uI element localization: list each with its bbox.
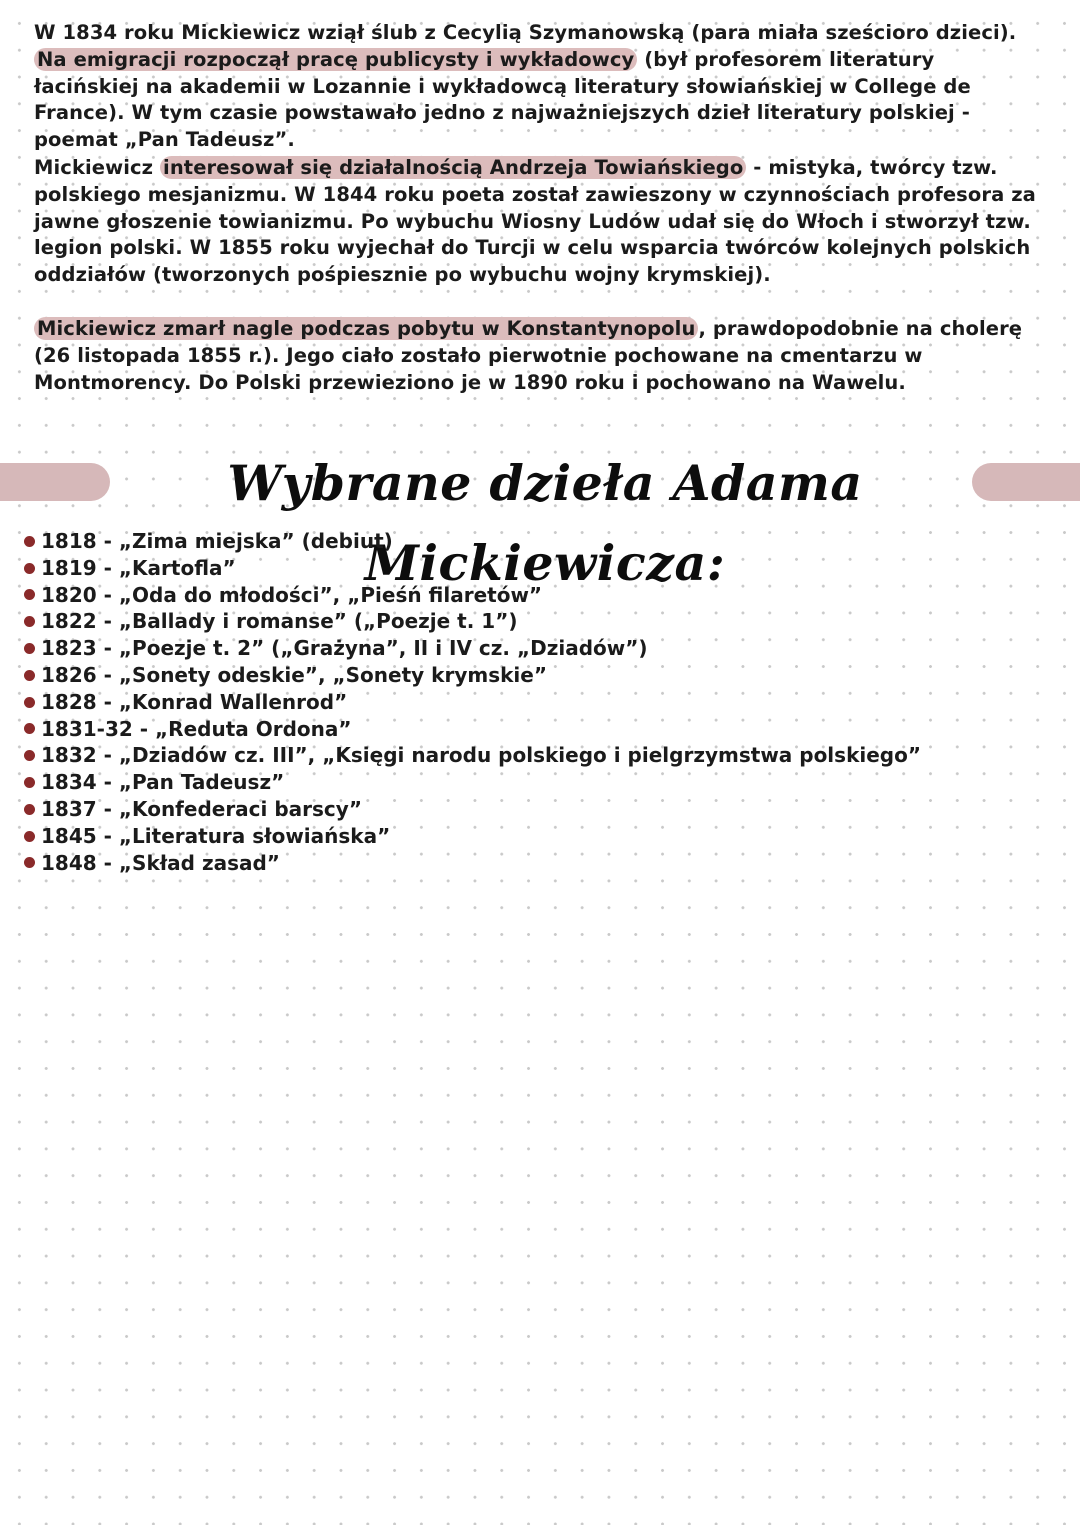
work-year: 1845: [41, 823, 97, 848]
work-year: 1832: [41, 743, 97, 768]
work-year: 1818: [41, 529, 97, 553]
bullet-icon: [24, 563, 35, 574]
work-item: [24, 582, 1054, 609]
work-item: [24, 823, 1054, 850]
bullet-icon: [24, 750, 35, 761]
work-separator: -: [96, 689, 119, 714]
work-item: [24, 716, 1054, 743]
work-separator: -: [96, 662, 119, 687]
bullet-icon: [24, 616, 35, 627]
bullet-icon: [24, 804, 35, 815]
paragraph-death: [34, 316, 1044, 396]
work-year: 1826: [41, 662, 97, 687]
work-item: [24, 796, 1054, 823]
work-year: 1819: [41, 555, 97, 580]
work-title: „Oda do młodości”, „Pieśń filaretów”: [118, 582, 543, 607]
work-separator: -: [96, 770, 119, 795]
work-item: [24, 689, 1054, 716]
bullet-icon: [24, 643, 35, 654]
paragraph-text: , prawdopodobnie na cholerę (26 listopada 1855 r.). Jego ciało zostało pierwotnie pochowane na cmentarzu w Montmorency. Do Polski przewieziono je w 1890 roku i pochowano na Wawelu.: [34, 317, 1023, 394]
paragraph-towianski: [34, 155, 1044, 289]
work-title: „Poezje t. 2” („Grażyna”, II i IV cz. „Dziadów”): [118, 636, 648, 661]
work-title: „Reduta Ordona”: [155, 716, 352, 741]
work-separator: -: [96, 609, 119, 634]
paragraph-text: (był profesorem literatury łacińskiej na akademii w Lozannie i wykładowcą literatury słowiańskiej w College de France). W tym czasie powstawało jedno z najważniejszych dzieł literatury polskiej - poemat „Pan Tadeusz”.: [34, 47, 971, 152]
heading-band-right: [972, 463, 1080, 501]
bullet-icon: [24, 697, 35, 708]
work-separator: -: [96, 796, 119, 821]
paragraph-text: - mistyka, twórcy tzw. polskiego mesjanizmu. W 1844 roku poeta został zawieszony w czynnościach profesora za jawne głoszenie towianizmu. Po wybuchu Wiosny Ludów udał się do Włoch i stworzył tzw. legion polski. W 1855 roku wyjechał do Turcji w celu wsparcia twórców kolejnych polskich oddziałów (tworzonych pośpiesznie po wybuchu wojny krymskiej).: [34, 156, 1036, 287]
work-title: „Konfederaci barscy”: [118, 796, 362, 821]
work-separator: -: [96, 582, 119, 607]
work-item: [24, 850, 1054, 877]
work-separator: -: [96, 743, 119, 768]
paragraph-text: W 1834 roku Mickiewicz wziął ślub z Cecylią Szymanowską (para miała sześcioro dzieci).: [34, 21, 1017, 44]
bullet-icon: [24, 536, 35, 547]
highlighted-phrase: interesował się działalnością Andrzeja Towiańskiego: [160, 156, 746, 179]
work-title: „Zima miejska” (debiut): [118, 529, 393, 553]
work-separator: -: [96, 636, 119, 661]
work-item: [24, 662, 1054, 689]
work-title: „Kartofla”: [118, 555, 236, 580]
work-title: „Literatura słowiańska”: [118, 823, 391, 848]
work-year: 1822: [41, 609, 97, 634]
bullet-icon: [24, 723, 35, 734]
highlighted-phrase: Na emigracji rozpoczął pracę publicysty i wykładowcy: [34, 48, 637, 71]
work-year: 1820: [41, 582, 97, 607]
work-title: „Skład zasad”: [118, 850, 280, 875]
bullet-icon: [24, 777, 35, 788]
work-item: [24, 528, 1054, 555]
work-title: „Dziadów cz. III”, „Księgi narodu polskiego i pielgrzymstwa polskiego”: [118, 743, 921, 768]
works-list: [24, 528, 1054, 876]
section-heading: Wybrane dzieła Adama Mickiewicza:: [227, 454, 863, 592]
bullet-icon: [24, 857, 35, 868]
heading-band-left: [0, 463, 110, 501]
paragraph-text: Mickiewicz: [34, 156, 161, 179]
work-year: 1848: [41, 850, 97, 875]
work-item: [24, 742, 1054, 769]
work-year: 1831-32: [41, 716, 133, 741]
highlighted-phrase: Mickiewicz zmarł nagle podczas pobytu w Konstantynopolu: [34, 317, 698, 340]
work-item: [24, 769, 1054, 796]
bullet-icon: [24, 670, 35, 681]
work-year: 1823: [41, 636, 97, 661]
work-item: [24, 555, 1054, 582]
paragraph-marriage-emigration: [34, 20, 1044, 154]
work-title: „Konrad Wallenrod”: [118, 689, 348, 714]
work-title: „Pan Tadeusz”: [118, 770, 285, 795]
work-year: 1834: [41, 770, 97, 795]
bullet-icon: [24, 831, 35, 842]
work-separator: -: [96, 529, 119, 553]
work-separator: -: [96, 823, 119, 848]
work-separator: -: [132, 716, 156, 741]
bullet-icon: [24, 589, 35, 600]
work-item: [24, 608, 1054, 635]
work-item: [24, 635, 1054, 662]
work-year: 1828: [41, 689, 97, 714]
work-title: „Sonety odeskie”, „Sonety krymskie”: [118, 662, 547, 687]
work-separator: -: [96, 555, 119, 580]
work-year: 1837: [41, 796, 97, 821]
work-title: „Ballady i romanse” („Poezje t. 1”): [118, 609, 518, 634]
work-separator: -: [96, 850, 119, 875]
